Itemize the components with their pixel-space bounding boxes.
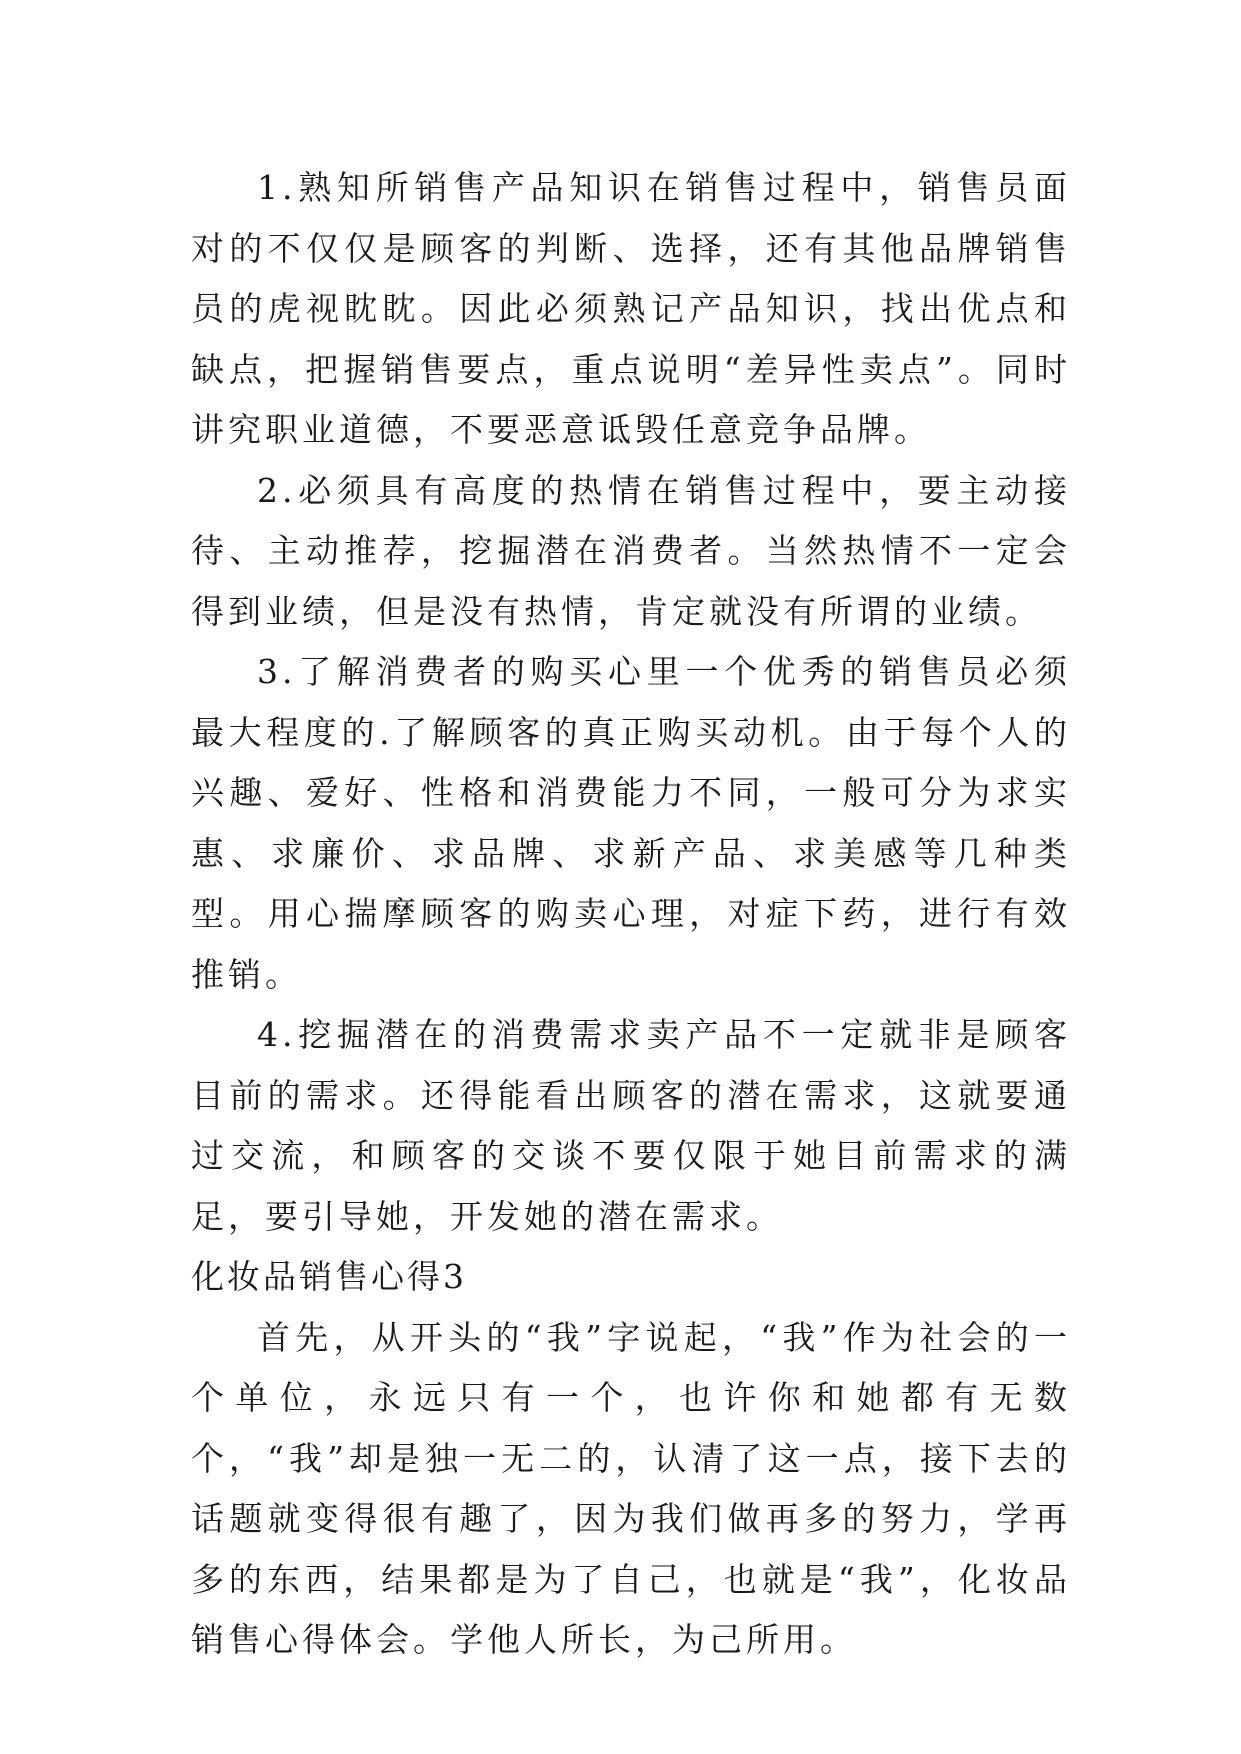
paragraph-3: 3.了解消费者的购买心里一个优秀的销售员必须最大程度的.了解顾客的真正购买动机。由于每个人的兴趣、爱好、性格和消费能力不同，一般可分为求实惠、求廉价、求品牌、求新产品、求美感等几种类型。用心揣摩顾客的购卖心理，对症下药，进行有效推销。 <box>191 652 1071 994</box>
paragraph-2: 2.必须具有高度的热情在销售过程中，要主动接待、主动推荐，挖掘潜在消费者。当然热情不一定会得到业绩，但是没有热情，肯定就没有所谓的业绩。 <box>191 470 1071 631</box>
paragraph-1: 1.熟知所销售产品知识在销售过程中，销售员面对的不仅仅是顾客的判断、选择，还有其他品牌销售员的虎视眈眈。因此必须熟记产品知识，找出优点和缺点，把握销售要点，重点说明“差异性卖点”。同时讲究职业道德，不要恶意诋毁任意竞争品牌。 <box>191 168 1071 449</box>
section-heading: 化妆品销售心得3 <box>191 1257 467 1296</box>
paragraph-4: 4.挖掘潜在的消费需求卖产品不一定就非是顾客目前的需求。还得能看出顾客的潜在需求，这就要通过交流，和顾客的交谈不要仅限于她目前需求的满足，要引导她，开发她的潜在需求。 <box>191 1015 1071 1236</box>
document-body <box>191 158 1071 1671</box>
section-paragraph: 首先，从开头的“我”字说起，“我”作为社会的一个单位，永远只有一个，也许你和她都有无数个，“我”却是独一无二的，认清了这一点，接下去的话题就变得很有趣了，因为我们做再多的努力，学再多的东西，结果都是为了自己，也就是“我”，化妆品销售心得体会。学他人所长，为己所用。 <box>191 1317 1071 1659</box>
